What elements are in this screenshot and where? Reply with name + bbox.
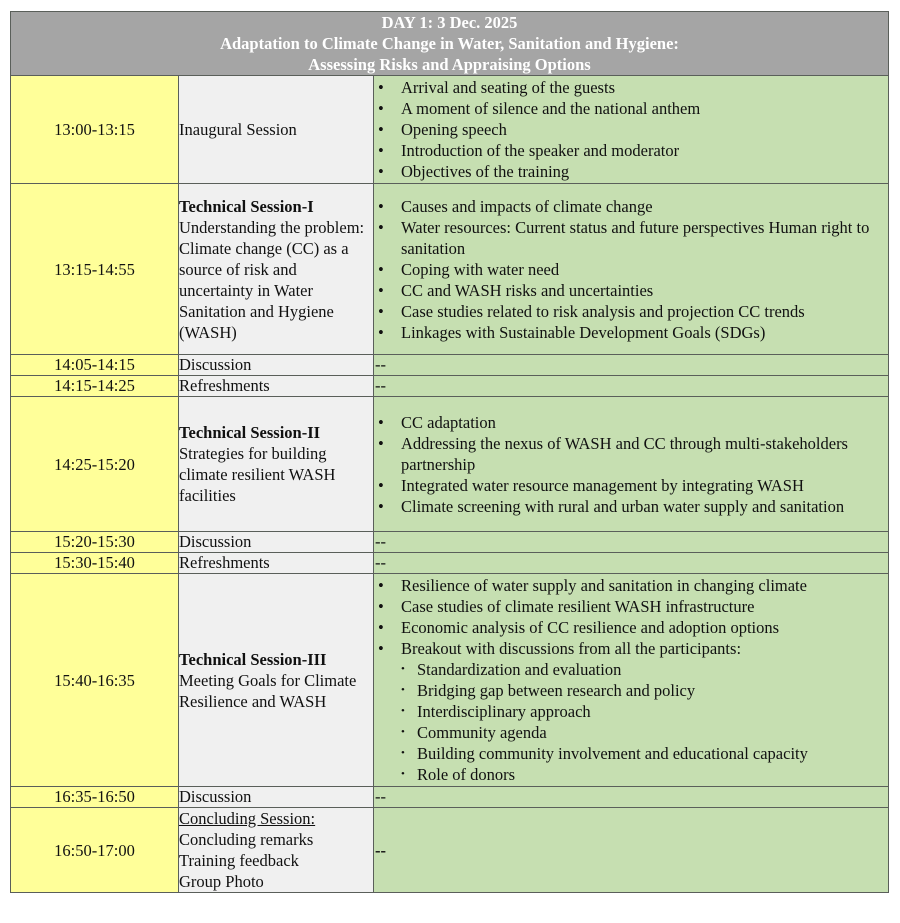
empty-topics-dash: --	[375, 376, 386, 395]
session-cell	[179, 808, 374, 893]
day-header-row	[11, 12, 889, 76]
subtopic-item: • Standardization and evaluation	[397, 659, 888, 680]
topic-item: • Causes and impacts of climate change	[374, 196, 888, 217]
topic-item: • Opening speech	[374, 119, 888, 140]
session-text: Understanding the problem: Climate change (CC) as a source of risk and uncertainty in Water Sanitation and Hygiene (WASH)	[179, 217, 365, 342]
session-cell	[179, 397, 374, 532]
topic-item: • Integrated water resource management by integrating WASH	[374, 475, 888, 496]
topic-item: • Introduction of the speaker and moderator	[374, 140, 888, 161]
subtopic-item: • Building community involvement and educational capacity	[397, 743, 888, 764]
session-line: Group Photo	[179, 872, 264, 891]
time-cell: 15:40-16:35	[11, 574, 179, 787]
topics-cell	[374, 184, 889, 355]
time-cell: 16:35-16:50	[11, 787, 179, 808]
time-cell: 16:50-17:00	[11, 808, 179, 893]
topic-list	[374, 412, 888, 517]
session-cell: Discussion	[179, 532, 374, 553]
session-cell	[179, 184, 374, 355]
table-row	[11, 553, 889, 574]
subtopic-item: • Interdisciplinary approach	[397, 701, 888, 722]
topics-cell	[374, 574, 889, 787]
day-header	[11, 12, 889, 76]
session-text: Inaugural Session	[179, 120, 297, 139]
subtopic-item: • Bridging gap between research and policy	[397, 680, 888, 701]
table-row	[11, 787, 889, 808]
topic-list	[374, 77, 888, 182]
session-title: Technical Session-III	[179, 649, 327, 669]
topics-cell	[374, 787, 889, 808]
topics-cell	[374, 376, 889, 397]
table-row	[11, 184, 889, 355]
empty-topics-dash: --	[375, 355, 386, 374]
subtopic-list	[374, 659, 888, 785]
session-line: Training feedback	[179, 851, 299, 870]
topic-item: • CC adaptation	[374, 412, 888, 433]
table-row	[11, 355, 889, 376]
topic-list	[374, 196, 888, 343]
session-cell: Refreshments	[179, 553, 374, 574]
day-date-title: DAY 1: 3 Dec. 2025	[381, 13, 518, 32]
time-cell: 15:30-15:40	[11, 553, 179, 574]
topics-cell	[374, 808, 889, 893]
session-cell	[179, 574, 374, 787]
topic-item: • Coping with water need	[374, 259, 888, 280]
topic-item: • Case studies related to risk analysis and projection CC trends	[374, 301, 888, 322]
topic-item: • Case studies of climate resilient WASH infrastructure	[374, 596, 888, 617]
table-row	[11, 376, 889, 397]
session-heading: Concluding Session:	[179, 809, 316, 828]
time-cell: 14:05-14:15	[11, 355, 179, 376]
topic-item: • Addressing the nexus of WASH and CC through multi-stakeholders partnership	[374, 433, 888, 475]
subtopic-item: • Community agenda	[397, 722, 888, 743]
session-title: Technical Session-I	[179, 196, 314, 216]
topics-cell	[374, 76, 889, 184]
table-row	[11, 76, 889, 184]
day-theme-subtitle: Assessing Risks and Appraising Options	[308, 55, 591, 74]
table-row	[11, 532, 889, 553]
session-cell: Discussion	[179, 355, 374, 376]
session-text: Strategies for building climate resilient WASH facilities	[179, 444, 336, 505]
topic-item: • Economic analysis of CC resilience and adoption options	[374, 617, 888, 638]
topic-item: • Water resources: Current status and future perspectives Human right to sanitation	[374, 217, 888, 259]
subtopic-item: • Role of donors	[397, 764, 888, 785]
topic-item: • Climate screening with rural and urban water supply and sanitation	[374, 496, 888, 517]
topic-item: • Linkages with Sustainable Development Goals (SDGs)	[374, 322, 888, 343]
time-cell: 14:15-14:25	[11, 376, 179, 397]
topic-list	[374, 575, 888, 659]
time-cell: 14:25-15:20	[11, 397, 179, 532]
time-cell: 13:00-13:15	[11, 76, 179, 184]
table-row	[11, 397, 889, 532]
empty-topics-dash: --	[375, 553, 386, 572]
table-row	[11, 574, 889, 787]
session-cell: Refreshments	[179, 376, 374, 397]
topic-item: • Arrival and seating of the guests	[374, 77, 888, 98]
topics-cell	[374, 553, 889, 574]
table-row	[11, 808, 889, 893]
topics-cell	[374, 355, 889, 376]
session-line: Concluding remarks	[179, 830, 314, 849]
topics-cell	[374, 532, 889, 553]
topic-item: • Breakout with discussions from all the participants:	[374, 638, 888, 659]
empty-topics-dash: --	[375, 840, 386, 860]
session-cell	[179, 76, 374, 184]
empty-topics-dash: --	[375, 532, 386, 551]
time-cell: 13:15-14:55	[11, 184, 179, 355]
session-cell: Discussion	[179, 787, 374, 808]
time-cell: 15:20-15:30	[11, 532, 179, 553]
agenda-table	[10, 11, 889, 893]
empty-topics-dash: --	[375, 787, 386, 806]
topic-item: • Objectives of the training	[374, 161, 888, 182]
session-text: Meeting Goals for Climate Resilience and WASH	[179, 670, 357, 711]
day-theme-title: Adaptation to Climate Change in Water, Sanitation and Hygiene:	[220, 34, 679, 53]
topic-item: • CC and WASH risks and uncertainties	[374, 280, 888, 301]
topic-item: • A moment of silence and the national anthem	[374, 98, 888, 119]
topics-cell	[374, 397, 889, 532]
session-title: Technical Session-II	[179, 423, 321, 442]
topic-item: • Resilience of water supply and sanitation in changing climate	[374, 575, 888, 596]
